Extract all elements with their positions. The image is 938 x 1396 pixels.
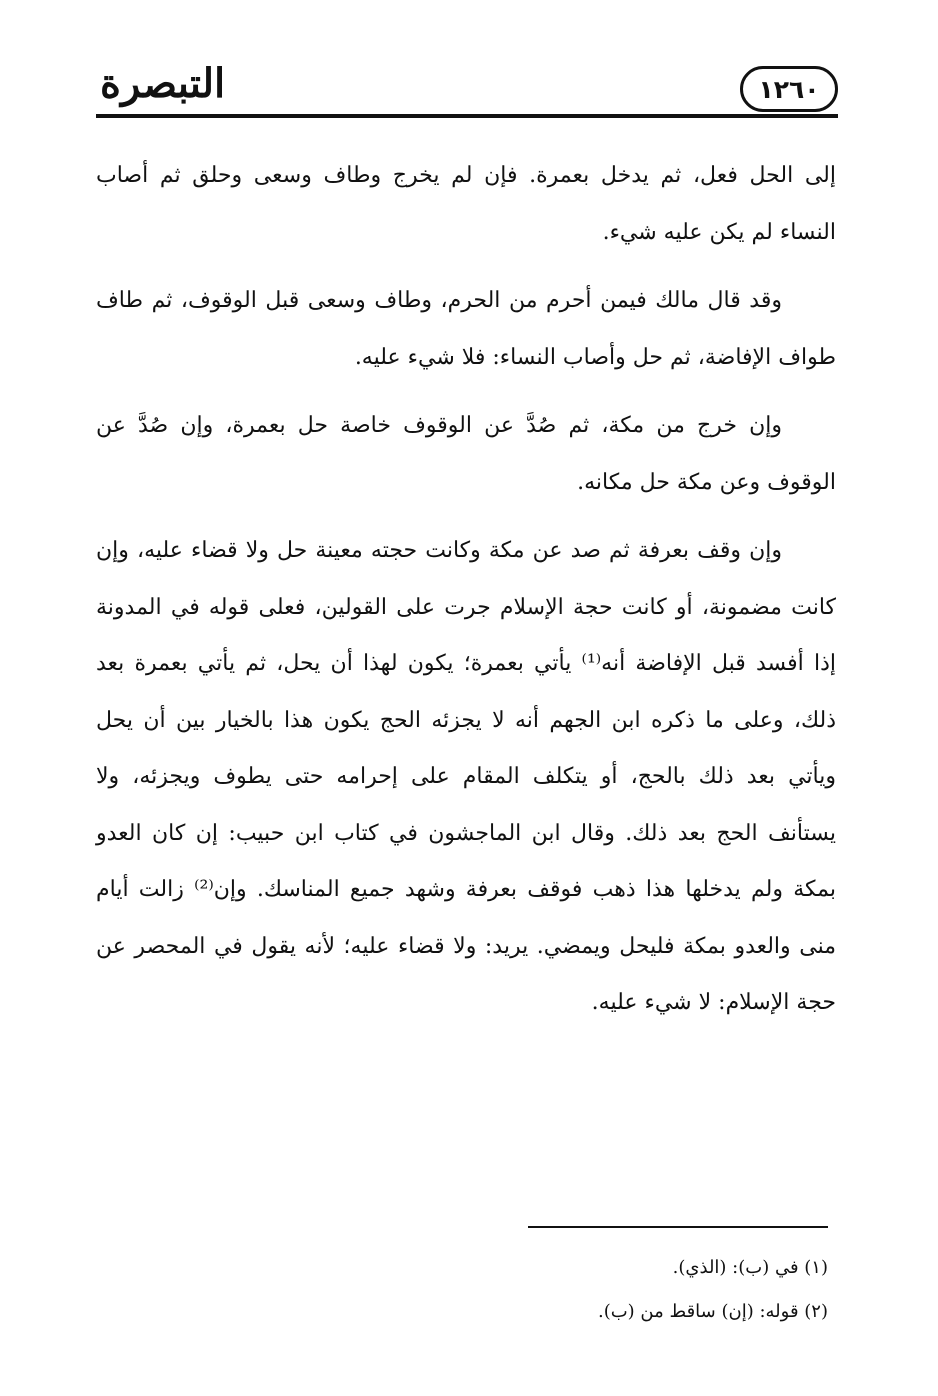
page-number: ١٢٦٠	[758, 74, 820, 104]
footnote-1: (١) في (ب): (الذي).	[672, 1257, 828, 1278]
paragraph: إلى الحل فعل، ثم يدخل بعمرة. فإن لم يخرج وطاف وسعى وحلق ثم أصاب النساء لم يكن عليه شيء.	[96, 163, 836, 245]
paragraph: وقد قال مالك فيمن أحرم من الحرم، وطاف وسعى قبل الوقوف، ثم طاف طواف الإفاضة، ثم حل وأصاب النساء: فلا شيء عليه.	[96, 288, 836, 370]
footnote-2: (٢) قوله: (إن) ساقط من (ب).	[597, 1301, 828, 1322]
running-title: التبصرة	[100, 60, 226, 107]
footnotes	[300, 1246, 828, 1334]
page-header	[96, 52, 838, 122]
paragraph: وإن خرج من مكة، ثم صُدَّ عن الوقوف خاصة حل بعمرة، وإن صُدَّ عن الوقوف وعن مكة حل مكانه.	[96, 413, 836, 495]
header-rule	[96, 114, 838, 118]
body-text	[96, 148, 836, 1044]
footnote-separator	[528, 1226, 828, 1228]
page-number-frame	[740, 66, 838, 112]
paragraph: وإن وقف بعرفة ثم صد عن مكة وكانت حجته معينة حل ولا قضاء عليه، وإن كانت مضمونة، أو كانت حجة الإسلام جرت على القولين، فعلى قوله في المدونة إذا أفسد قبل الإفاضة أنه⁽¹⁾ يأتي بعمرة؛ يكون لهذا أن يحل، ثم يأتي بعمرة بعد ذلك، وعلى ما ذكره ابن الجهم أنه لا يجزئه الحج يكون هذا بالخيار بين أن يحل ويأتي بعد ذلك بالحج، أو يتكلف المقام على إحرامه حتى يطوف ويجزئه، ولا يستأنف الحج بعد ذلك. وقال ابن الماجشون في كتاب ابن حبيب: إن كان العدو بمكة ولم يدخلها هذا ذهب فوقف بعرفة وشهد جميع المناسك. وإن⁽²⁾ زالت أيام منى والعدو بمكة فليحل ويمضي. يريد: ولا قضاء عليه؛ لأنه يقول في المحصر عن حجة الإسلام: لا شيء عليه.	[96, 538, 837, 1015]
